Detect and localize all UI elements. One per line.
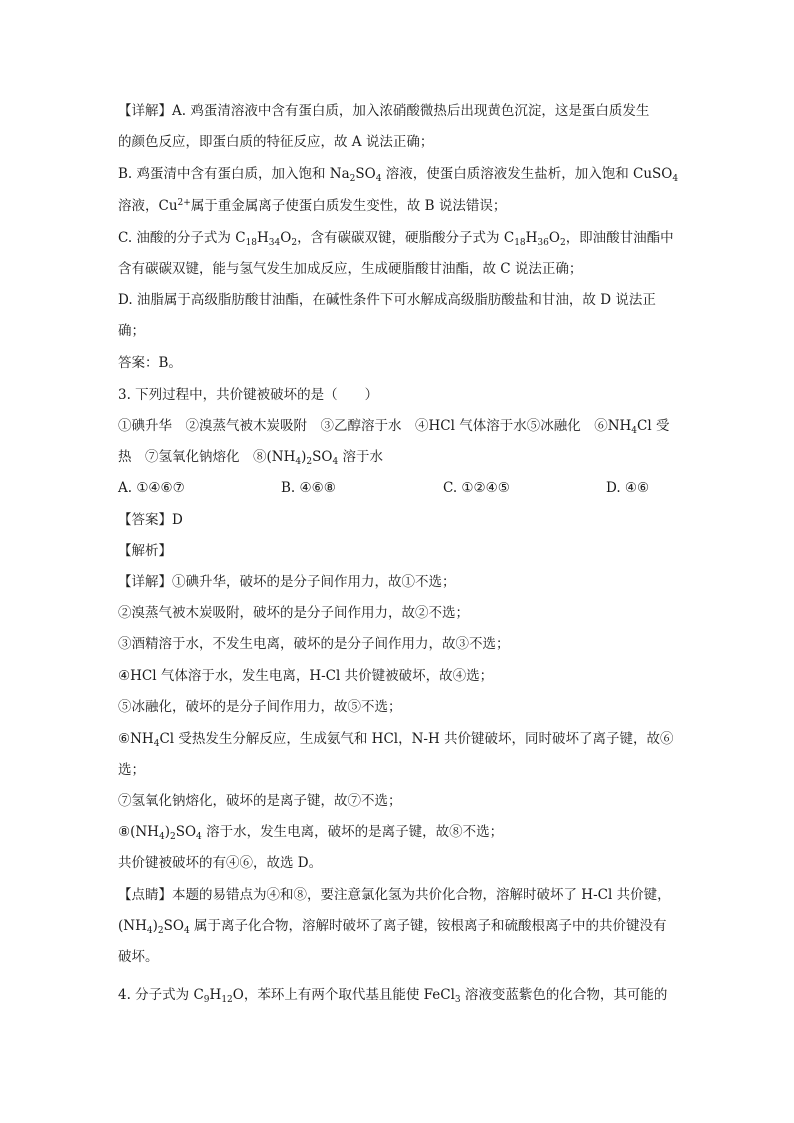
text-line: ⑤冰融化，破坏的是分子间作用力，故⑤不选； [118,699,402,715]
text-line: 破坏。 [118,949,159,965]
text-line: ④HCl 气体溶于水，发生电离，H-Cl 共价键被破坏，故④选； [118,668,494,684]
text-line: B. 鸡蛋清中含有蛋白质，加入饱和 $Na_2SO_4$ 溶液，使蛋白质溶液发生盐析，加入饱和 CuSO$_4$ [118,166,679,184]
question-title: 3. 下列过程中，共价键被破坏的是（ ） [118,387,379,403]
text-line: $⑧(NH_4)_2SO_4$ 溶于水，发生电离，破坏的是离子键，故⑧不选； [118,824,504,842]
text-line: $⑥NH_4Cl$ 受热发生分解反应，生成氨气和 HCl，N-H 共价键破坏，同时破坏了离子键，故⑥ [118,731,674,749]
text-line: C. 油酸的分子式为 $C_{18}H_{34}O_2$，含有碳碳双键，硬脂酸分子式为 $C_{18}H_{36}O_2$，即油酸甘油酯中 [118,230,674,248]
text-line: $(NH_4)_2SO_4$ 属于离子化合物，溶解时破坏了离子键，铵根离子和硫酸根离子中的共价键没有 [118,918,667,936]
text-line: 【点睛】本题的易错点为④和⑧，要注意氯化氢为共价化合物，溶解时破坏了 H-Cl 共价键， [118,887,671,903]
text-line: 【详解】①碘升华，破坏的是分子间作用力，故①不选； [118,574,456,590]
option-a: A. ①④⑥⑦ [118,480,185,496]
question-text: 热 ⑦氢氧化钠熔化 $⑧(NH_4)_2SO_4$ 溶于水 [118,449,383,467]
text-line: 选； [118,762,145,778]
answer-heading: 【答案】D [118,512,183,528]
text-line: 的颜色反应，即蛋白质的特征反应，故 A 说法正确； [118,134,434,150]
text-line: 含有碳碳双键，能与氢气发生加成反应，生成硬脂酸甘油酯，故 C 说法正确； [118,261,583,277]
option-c: C. ①②④⑤ [443,480,510,496]
text-line: ⑦氢氧化钠熔化，破坏的是离子键，故⑦不选； [118,793,402,809]
text-line: 溶液，$Cu^{2+}$属于重金属离子使蛋白质发生变性，故 B 说法错误； [118,198,507,214]
option-d: D. ④⑥ [606,480,650,496]
text-line: 确； [118,323,145,339]
option-b: B. ④⑥⑧ [281,480,336,496]
text-line: 【详解】A. 鸡蛋清溶液中含有蛋白质，加入浓硝酸微热后出现黄色沉淀，这是蛋白质发生 [118,103,650,119]
analysis-heading: 【解析】 [118,543,172,559]
text-line: 共价键被破坏的有④⑥，故选 D。 [118,855,323,871]
answer-line: 答案：B。 [118,355,182,371]
text-line: ③酒精溶于水，不发生电离，破坏的是分子间作用力，故③不选； [118,636,510,652]
text-line: ②溴蒸气被木炭吸附，破坏的是分子间作用力，故②不选； [118,605,469,621]
question-text: ①碘升华 ②溴蒸气被木炭吸附 ③乙醇溶于水 ④HCl 气体溶于水⑤冰融化 $⑥NH_4Cl$ 受 [118,418,670,436]
text-line: D. 油脂属于高级脂肪酸甘油酯，在碱性条件下可水解成高级脂肪酸盐和甘油，故 D 说法正 [118,292,656,308]
question-title: 4. 分子式为 $C_9H_{12}O$，苯环上有两个取代基且能使 FeCl$_3$ 溶液变蓝紫色的化合物，其可能的 [118,987,668,1005]
